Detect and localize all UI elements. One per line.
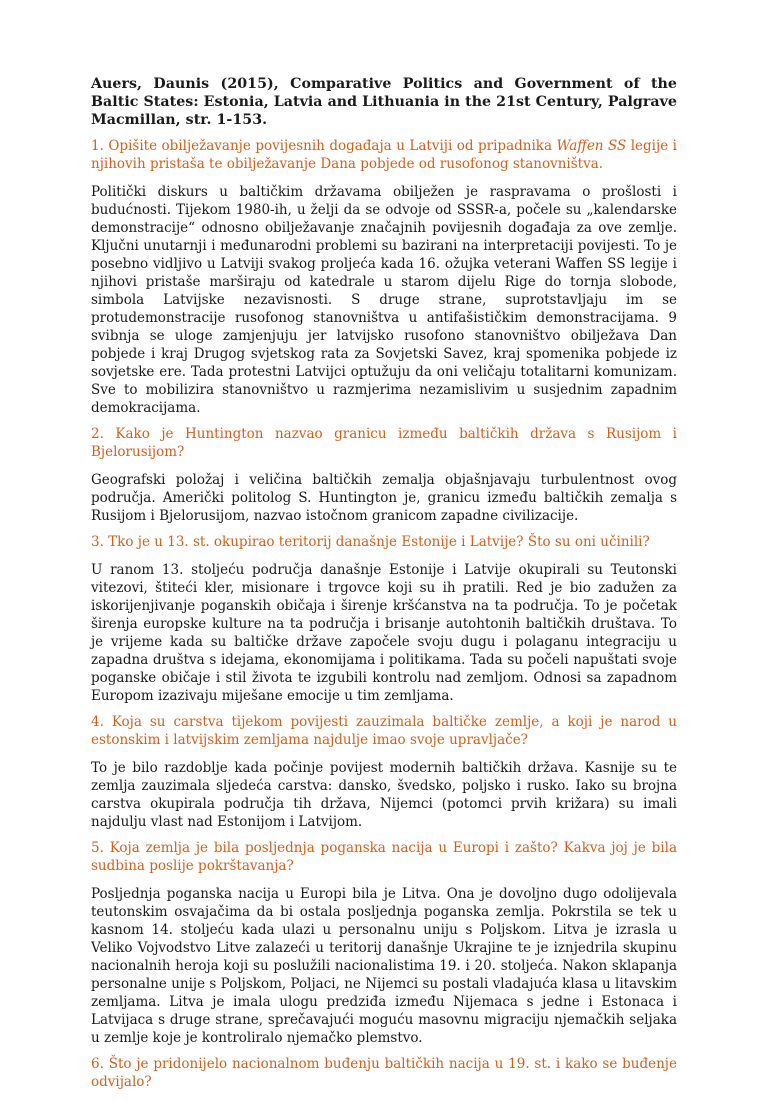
question-6: 6. Što je pridonijelo nacionalnom buđenju baltičkih nacija u 19. st. i kako se buđenje odvijalo? (91, 1056, 677, 1090)
question-5: 5. Koja zemlja je bila posljednja poganska nacija u Europi i zašto? Kakva joj je bila sudbina poslije pokrštavanja? (91, 840, 677, 874)
bibliography-title: Auers, Daunis (2015), Comparative Politics and Government of the Baltic States: Estonia, Latvia and Lithuania in the 21st Century, Palgrave Macmillan, str. 1-153. (91, 76, 677, 128)
question-2: 2. Kako je Huntington nazvao granicu između baltičkih država s Rusijom i Bjelorusijom? (91, 426, 677, 460)
answer-5: Posljednja poganska nacija u Europi bila je Litva. Ona je dovoljno dugo odolijevala teutonskim osvajačima da bi ostala posljednja poganska zemlja. Pokrstila se tek u kasnom 14. stoljeću kada ulazi u personalnu uniju s Poljskom. Litva je izrasla u Veliko Vojvodstvo Litve zalazeći u teritorij današnje Ukrajine te je iznjedrila skupinu nacionalnih heroja koji su poslužili nacionalistima 19. i 20. stoljeća. Nakon sklapanja personalne unije s Poljskom, Poljaci, ne Nijemci su postali vladajuća klasa u litavskim zemljama. Litva je imala ulogu predziđa između Nijemaca s jedne i Estonaca i Latvijaca s druge strane, sprečavajući moguću masovnu migraciju njemačkih seljaka u zemlje koje je kontroliralo njemačko plemstvo. (91, 886, 677, 1046)
question-1-text-start: 1. Opišite obilježavanje povijesnih događaja u Latviji od pripadnika (91, 138, 557, 154)
answer-3: U ranom 13. stoljeću područja današnje Estonije i Latvije okupirali su Teutonski vitezovi, štiteći kler, misionare i trgovce koji su ih pratili. Red je bio zadužen za iskorijenjivanje poganskih običaja i širenje kršćanstva na ta područja. To je početak širenja europske kulture na ta područja i brisanje autohtonih baltičkih društava. To je vrijeme kada su baltičke države započele svoju dugu i polaganu integraciju u zapadna društva s idejama, ekonomijama i politikama. Tada su počeli napuštati svoje poganske običaje i stil života te izgubili kontrolu nad zemljom. Odnosi sa zapadnom Europom izazivaju miješane emocije u tim zemljama. (91, 562, 677, 704)
answer-4: To je bilo razdoblje kada počinje povijest modernih baltičkih država. Kasnije su te zemlja zauzimala sljedeća carstva: dansko, švedsko, poljsko i rusko. Iako su brojna carstva okupirala područja tih država, Nijemci (potomci prvih križara) su imali najdulju vlast nad Estonijom i Latvijom. (91, 760, 677, 830)
document-page (91, 75, 677, 1101)
question-1-italic: Waffen SS (556, 138, 627, 154)
answer-1: Politički diskurs u baltičkim državama obilježen je raspravama o prošlosti i budućnosti. Tijekom 1980-ih, u želji da se odvoje od SSSR-a, počele su „kalendarske demonstracije“ odnosno obilježavanje značajnih povijesnih događaja za ove zemlje. Ključni unutarnji i međunarodni problemi su bazirani na interpretaciji povijesti. To je posebno vidljivo u Latviji svakog proljeća kada 16. ožujka veterani Waffen SS legije i njihovi pristaše marširaju od katedrale u starom dijelu Rige do tornja slobode, simbola Latvijske nezavisnosti. S druge strane, suprotstavljaju im se protudemonstracije rusofonog stanovništva u antifašističkim demonstracijama. 9 svibnja se uloge zamjenjuju jer latvijsko rusofono stanovništvo obilježava Dan pobjede i kraj Drugog svjetskog rata za Sovjetski Savez, kraj spomenika pobjede iz sovjetske ere. Tada protestni Latvijci optužuju da oni veličaju totalitarni komunizam. Sve to mobilizira stanovništvo u razmjerima nezamislivim u susjednim zapadnim demokracijama. (91, 184, 677, 416)
question-1 (91, 137, 677, 173)
question-3: 3. Tko je u 13. st. okupirao teritorij današnje Estonije i Latvije? Što su oni učinili? (91, 534, 650, 550)
question-4: 4. Koja su carstva tijekom povijesti zauzimala baltičke zemlje, a koji je narod u estonskim i latvijskim zemljama najdulje imao svoje upravljače? (91, 714, 677, 748)
question-1-text-end: legije i njihovih pristaša te obilježavanje Dana pobjede od rusofonog stanovništva. (91, 138, 677, 172)
answer-2: Geografski položaj i veličina baltičkih zemalja objašnjavaju turbulentnost ovog područja. Američki politolog S. Huntington je, granicu između baltičkih zemalja s Rusijom i Bjelorusijom, nazvao istočnom granicom zapadne civilizacije. (91, 472, 677, 524)
